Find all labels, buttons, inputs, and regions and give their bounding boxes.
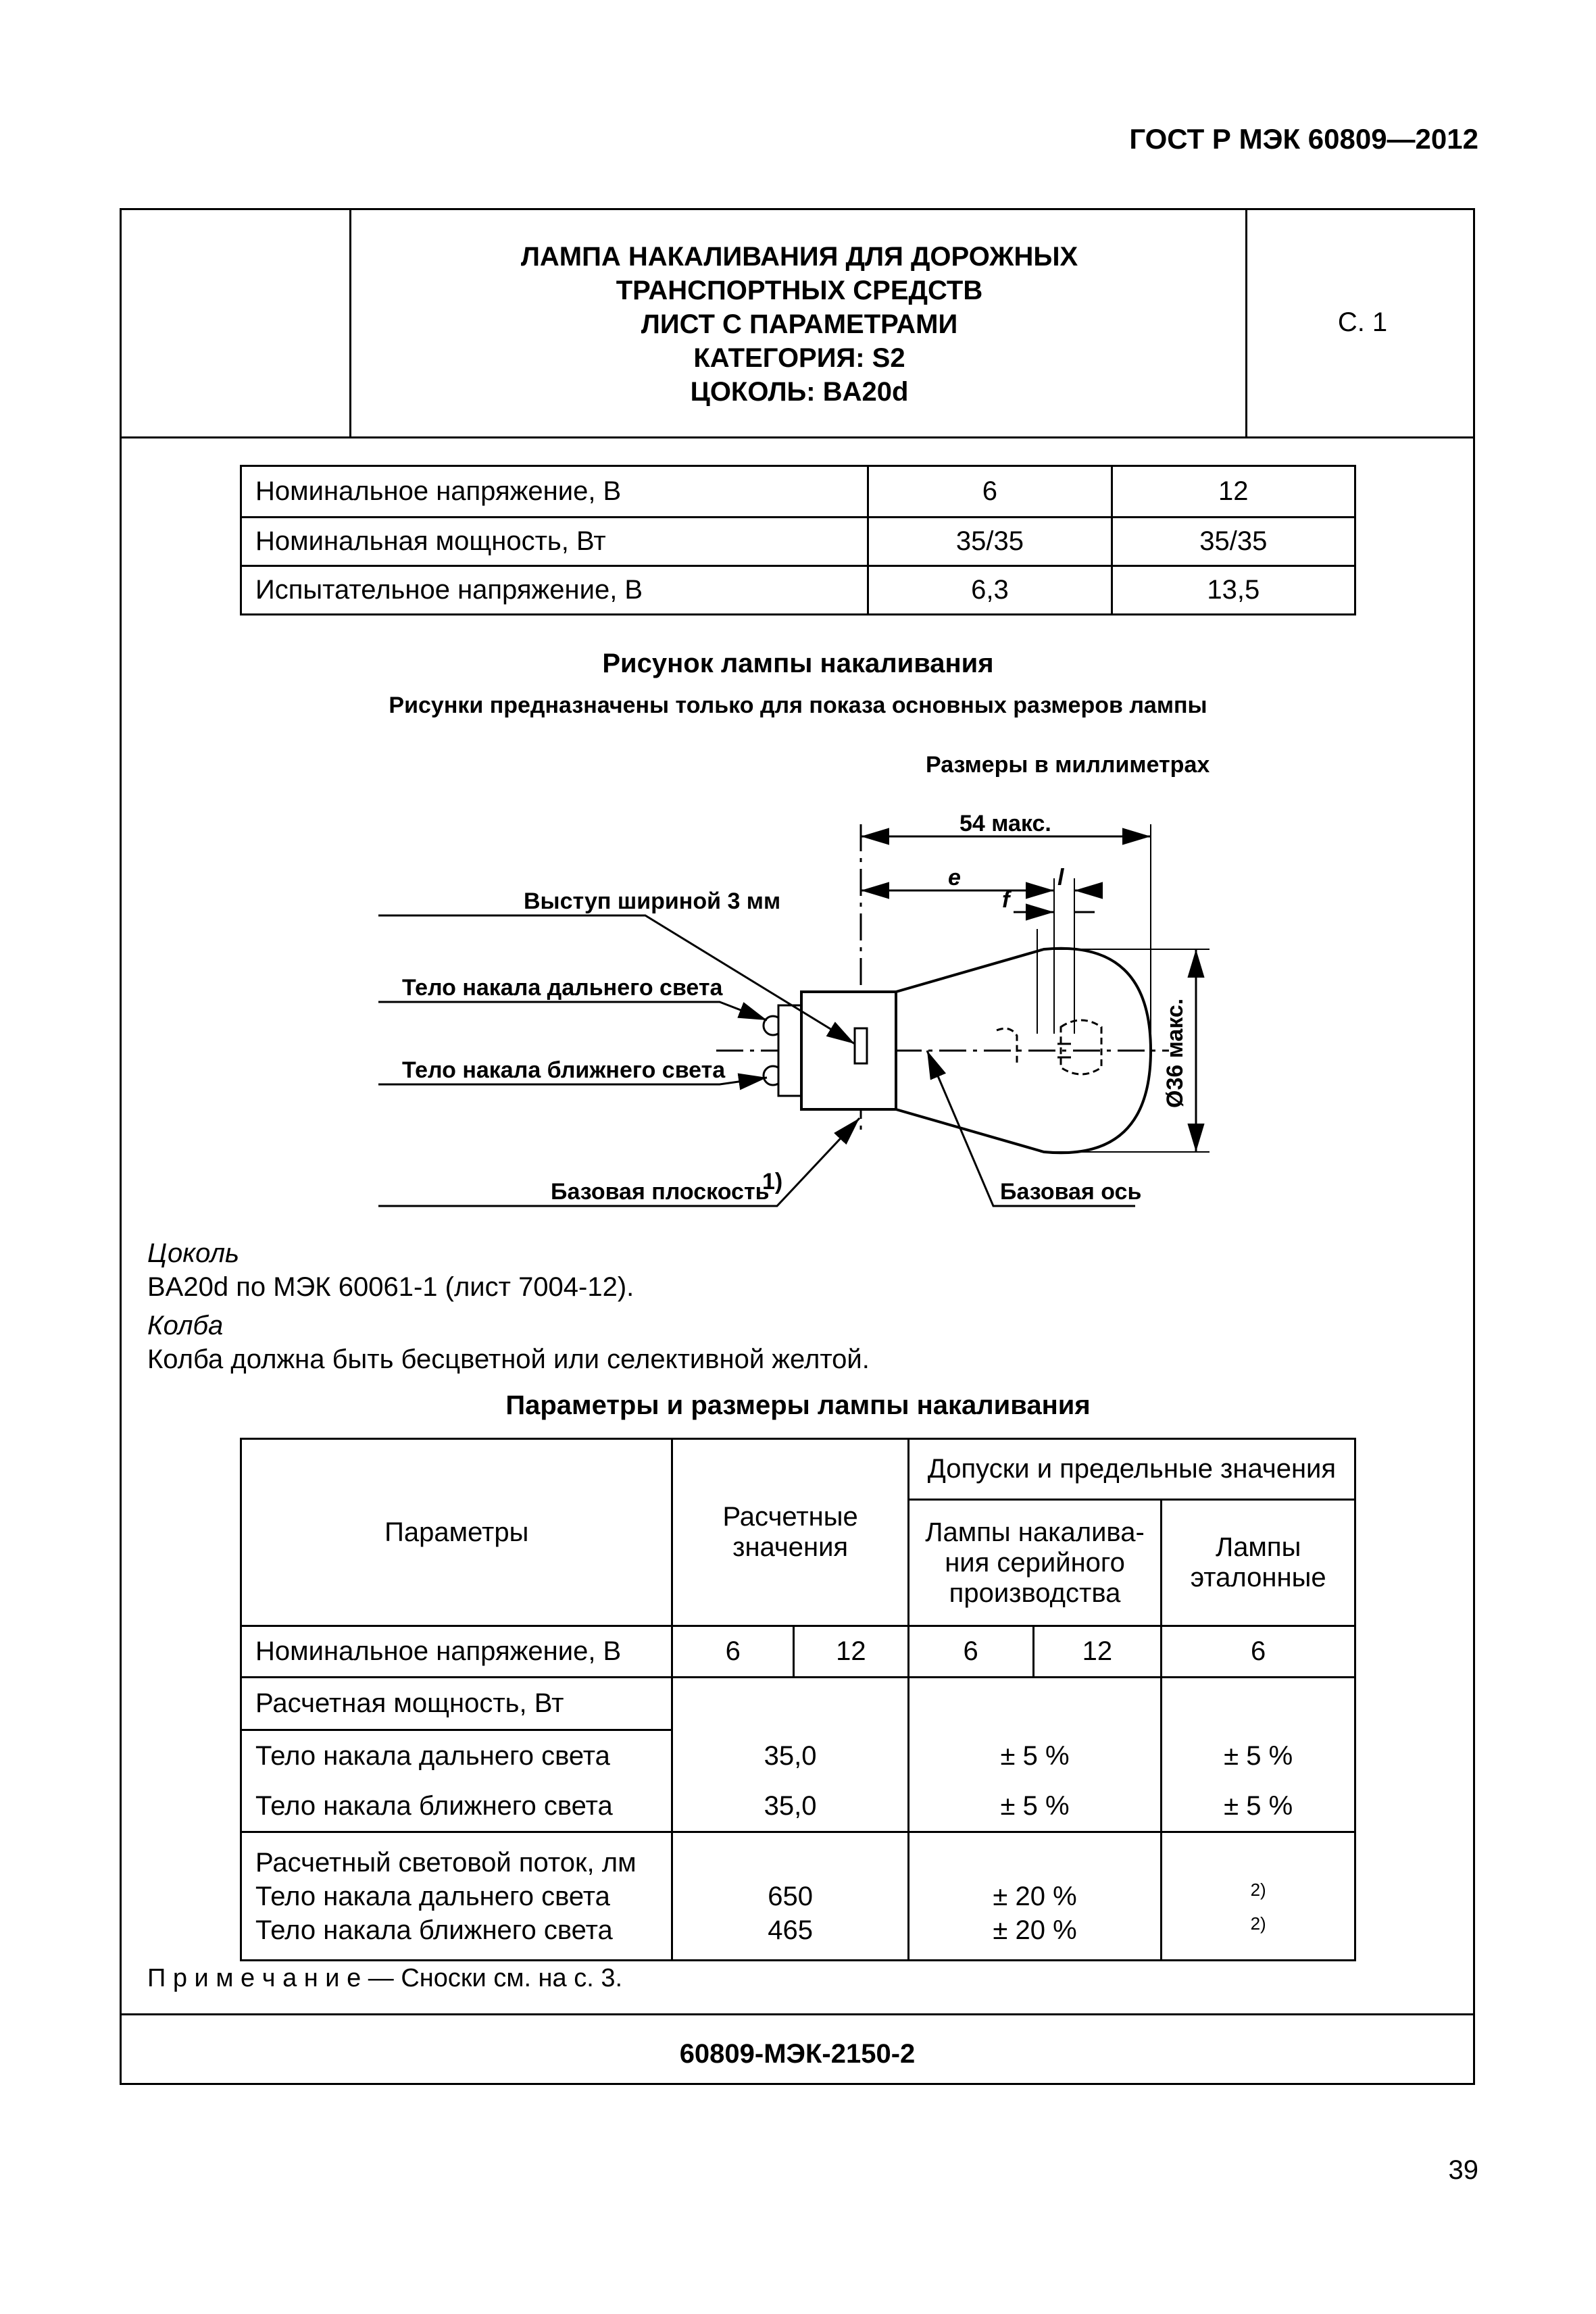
value-12v: 13,5 [1112,566,1355,615]
row-label: Тело накала ближнего света [255,1791,613,1821]
cell-value: 35,0 [764,1791,817,1821]
cell-value: 465 [768,1915,813,1945]
header-divider [120,436,1475,438]
note-prefix: П р и м е ч а н и е [147,1964,361,1992]
cap-heading: Цоколь [147,1238,240,1268]
footnote-ref: 2) [1250,1913,1266,1934]
header-tolerances: Допуски и предельные значения [908,1439,1355,1500]
row-label: Тело накала ближнего света [255,1915,613,1945]
label-e: e [948,865,961,890]
cell-value: ± 5 % [1224,1791,1293,1821]
row-label: Номинальная мощность, Вт [241,518,868,566]
cap-text: BA20d по МЭК 60061-1 (лист 7004-12). [147,1272,634,1302]
header-parameters: Параметры [241,1439,672,1626]
standard-code: ГОСТ Р МЭК 60809—2012 [1129,123,1478,155]
dimensions-note: Размеры в миллиметрах [926,752,1210,778]
label-max-length: 54 макс. [959,811,1051,836]
title-line: ЦОКОЛЬ: BA20d [690,377,909,407]
cell-value: ± 5 % [1224,1741,1293,1771]
table-row [241,466,1355,518]
row-label: Испытательное напряжение, В [241,566,868,615]
header-production: Лампы накалива-ния серийного производства [908,1500,1162,1626]
label-reference-plane-sup: 1) [762,1169,783,1194]
value-6v: 6,3 [868,566,1112,615]
figure-subtitle: Рисунки предназначены только для показа основных размеров лампы [389,693,1207,718]
note-text: — Сноски см. на с. 3. [361,1964,623,1992]
header-objective: Расчетные значения [672,1439,908,1626]
table-row [241,566,1355,615]
cell-value: 6 [1162,1626,1355,1678]
cell-value: 35,0 [764,1741,817,1771]
filament-shield [997,1028,1017,1066]
title-line: ЛИСТ С ПАРАМЕТРАМИ [641,309,958,339]
header-left-divider [349,208,351,438]
lamp-drawing [378,811,1230,1230]
filament-dipped [1061,1020,1101,1074]
params-table [240,1438,1356,1961]
footnote-ref: 2) [1250,1879,1266,1900]
cap-body [801,992,896,1109]
rated-values-table [240,465,1356,615]
row-label: Тело накала дальнего света [255,1881,610,1911]
cell-value: 12 [794,1626,909,1678]
bulb-text: Колба должна быть бесцветной или селективной желтой. [147,1344,870,1374]
params-title: Параметры и размеры лампы накаливания [505,1390,1091,1420]
header-right-divider [1245,208,1247,438]
cell-value: 12 [1033,1626,1162,1678]
label-main-filament: Тело накала дальнего света [402,975,723,1001]
cell-value: ± 5 % [1000,1791,1070,1821]
footer-divider [120,2013,1475,2015]
label-dipped-filament: Тело накала ближнего света [402,1057,726,1083]
cell-value: 650 [768,1881,813,1911]
sheet-page-ref: С. 1 [1337,307,1388,337]
table-row [241,518,1355,566]
bulb-outline [896,949,1151,1153]
figure-title: Рисунок лампы накаливания [602,649,994,678]
sheet-title [353,240,1245,409]
cell-value: 6 [908,1626,1033,1678]
sheet-code: 60809-МЭК-2150-2 [679,2039,916,2069]
label-reference-axis: Базовая ось [1000,1179,1142,1205]
value-12v: 35/35 [1112,518,1355,566]
title-line: КАТЕГОРИЯ: S2 [693,343,905,373]
leader-main-filament [378,1002,767,1020]
bulb-heading: Колба [147,1311,224,1340]
wattage-label: Расчетная мощность, Вт [242,1678,671,1731]
value-6v: 6 [868,466,1112,518]
cell-value: ± 5 % [1000,1741,1070,1771]
header-standard: Лампы эталонные [1162,1500,1355,1626]
note [147,1964,622,1993]
page-number: 39 [1448,2155,1478,2185]
label-projection: Выступ шириной 3 мм [524,888,781,914]
value-12v: 12 [1112,466,1355,518]
row-label: Тело накала дальнего света [255,1741,610,1771]
title-line: ЛАМПА НАКАЛИВАНИЯ ДЛЯ ДОРОЖНЫХ [520,242,1078,272]
value-6v: 35/35 [868,518,1112,566]
cell-value: ± 20 % [993,1881,1077,1911]
label-diameter: Ø36 макс. [1162,998,1188,1108]
cap-insulator [778,1005,801,1096]
title-line: ТРАНСПОРТНЫХ СРЕДСТВ [616,276,983,305]
label-reference-plane: Базовая плоскость [551,1179,770,1205]
projection-pin [855,1028,867,1063]
table-row [241,1832,1355,1961]
label-l: l [1057,865,1064,890]
cell-value: 6 [672,1626,794,1678]
row-label: Номинальное напряжение, В [241,466,868,518]
table-row [241,1678,1355,1832]
cell-value: ± 20 % [993,1915,1077,1945]
label-f: f [1002,887,1010,913]
flux-label: Расчетный световой поток, лм [255,1847,637,1878]
row-label: Номинальное напряжение, В [241,1626,672,1678]
table-row [241,1439,1355,1500]
table-row [241,1626,1355,1678]
